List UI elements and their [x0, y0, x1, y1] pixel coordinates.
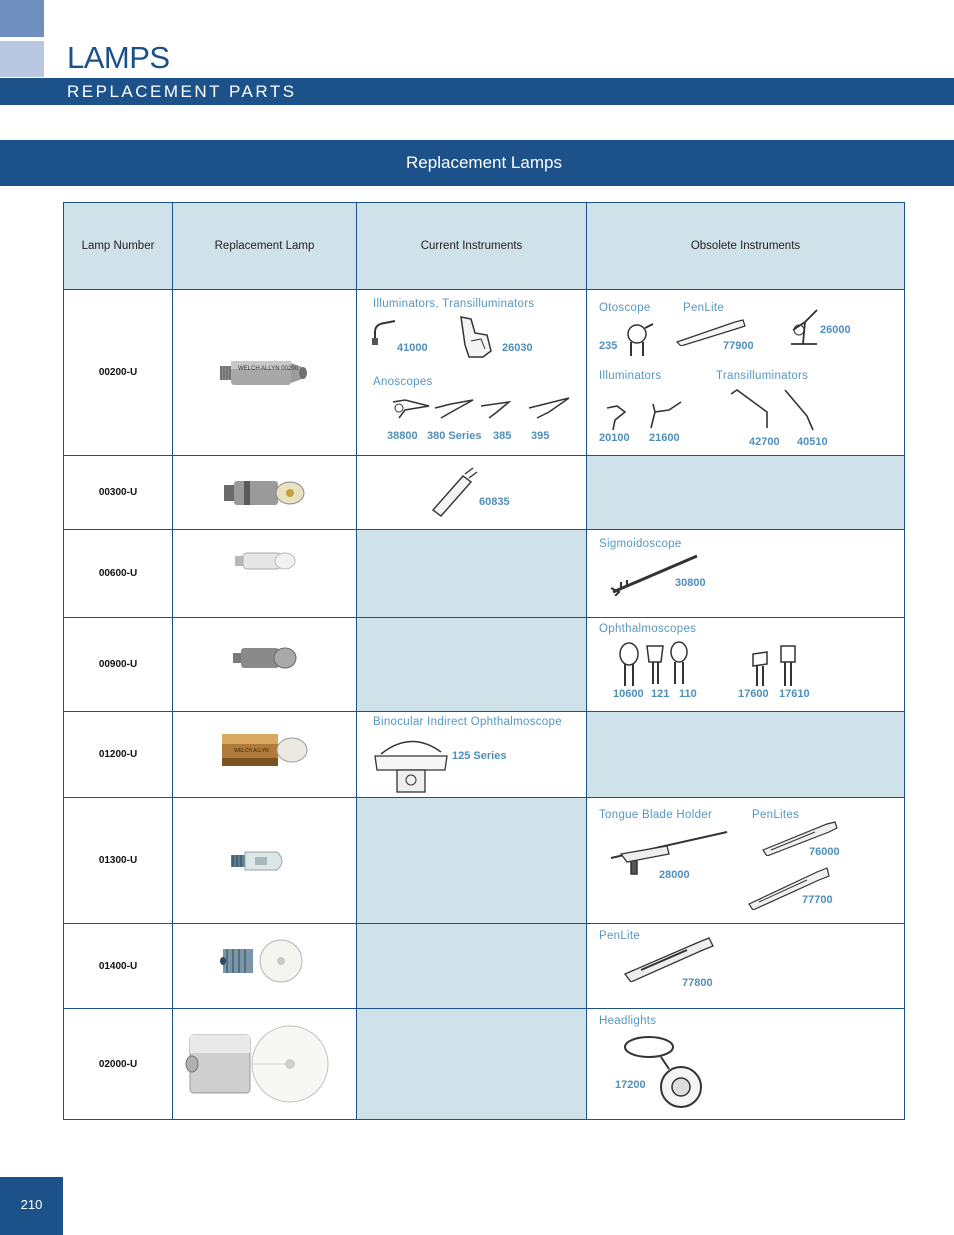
section-bar — [0, 140, 954, 186]
ophthalmoscope-head-icons — [747, 644, 803, 688]
part-number: 41000 — [397, 342, 428, 354]
lamp-02000-image — [180, 1023, 330, 1105]
col-header-lamp-number: Lamp Number — [64, 203, 173, 290]
transilluminator-icon — [457, 315, 497, 361]
part-number: 10600 — [613, 688, 644, 700]
obsolete-instruments-cell — [587, 798, 905, 924]
table-row — [64, 456, 905, 530]
lamp-image-cell — [173, 1009, 357, 1120]
page-number: 210 — [20, 1197, 43, 1212]
part-number: 385 — [493, 430, 512, 442]
table-row — [64, 530, 905, 618]
page-number-tab — [0, 1177, 63, 1235]
lamp-00300-image — [222, 478, 308, 508]
lamp-imprint-text: WELCH ALLYN — [233, 747, 269, 754]
lamp-number: 00300-U — [64, 456, 173, 530]
col-header-current-instruments: Current Instruments — [357, 203, 587, 290]
lamp-image-cell — [173, 924, 357, 1009]
lamp-imprint-text: WELCH ALLYN 00200 — [237, 365, 298, 372]
lamp-image-cell — [173, 798, 357, 924]
header-accent-square-bottom — [0, 41, 44, 77]
page-title: LAMPS — [67, 40, 170, 75]
obsolete-instruments-cell — [587, 456, 905, 530]
part-number: 26000 — [820, 324, 851, 336]
table-row — [64, 290, 905, 456]
category-label: Transilluminators — [716, 370, 809, 382]
part-number: 395 — [531, 430, 550, 442]
lamp-image-cell — [173, 290, 357, 456]
current-instruments-cell — [357, 924, 587, 1009]
current-instruments-cell — [357, 290, 587, 456]
lamp-image-cell — [173, 456, 357, 530]
part-number: 235 — [599, 340, 618, 352]
category-label: PenLite — [683, 302, 725, 314]
category-label: Illuminators, Transilluminators — [373, 298, 535, 310]
illuminator-icon — [371, 318, 399, 346]
sigmoidoscope-icon — [607, 552, 703, 596]
part-number: 77800 — [682, 977, 713, 989]
category-label: Ophthalmoscopes — [599, 623, 697, 635]
category-label: Sigmoidoscope — [599, 538, 682, 550]
part-number: 77700 — [802, 894, 833, 906]
obsolete-instruments-cell — [587, 618, 905, 712]
page-subtitle: REPLACEMENT PARTS — [67, 82, 297, 101]
part-number: 40510 — [797, 436, 828, 448]
part-number: 28000 — [659, 869, 690, 881]
lamp-number: 00200-U — [64, 290, 173, 456]
lamp-01200-image — [220, 732, 310, 768]
otoscope-icon — [621, 322, 655, 358]
part-number: 42700 — [749, 436, 780, 448]
lamp-number: 00900-U — [64, 618, 173, 712]
obsolete-instruments-cell — [587, 712, 905, 798]
table-row — [64, 712, 905, 798]
part-number: 125 Series — [452, 750, 507, 762]
transilluminator-wand-icons — [729, 388, 833, 432]
obsolete-instruments-cell — [587, 924, 905, 1009]
otoscope-stand-icon — [787, 308, 823, 352]
category-label: Otoscope — [599, 302, 651, 314]
current-instruments-cell — [357, 1009, 587, 1120]
current-instruments-cell — [357, 712, 587, 798]
part-number: 110 — [679, 688, 697, 700]
obsolete-instruments-cell — [587, 290, 905, 456]
col-header-obsolete-instruments: Obsolete Instruments — [587, 203, 905, 290]
part-number: 26030 — [502, 342, 533, 354]
penlite-icon — [621, 934, 717, 982]
lamp-image-cell — [173, 712, 357, 798]
category-label: Tongue Blade Holder — [599, 809, 713, 821]
category-label: Headlights — [599, 1015, 657, 1027]
part-number: 21600 — [649, 432, 680, 444]
part-number: 380 Series — [427, 430, 482, 442]
anoscope-icons — [389, 396, 585, 422]
header-accent-square-top — [0, 0, 44, 37]
table-row — [64, 618, 905, 712]
category-label: PenLites — [752, 809, 800, 821]
part-number: 38800 — [387, 430, 418, 442]
part-number: 17200 — [615, 1079, 646, 1091]
section-title: Replacement Lamps — [406, 153, 562, 172]
headlight-icon — [623, 1033, 703, 1113]
lamp-number: 02000-U — [64, 1009, 173, 1120]
part-number: 17600 — [738, 688, 769, 700]
ophthalmoscope-icons — [615, 640, 699, 688]
lamp-image-cell — [173, 530, 357, 618]
part-number: 60835 — [479, 496, 510, 508]
lamp-00900-image — [231, 645, 299, 671]
table-row — [64, 798, 905, 924]
current-instruments-cell — [357, 530, 587, 618]
illuminator-icons — [603, 400, 699, 432]
lamp-number: 01400-U — [64, 924, 173, 1009]
lamp-00200-image — [218, 358, 312, 388]
category-label: Binocular Indirect Ophthalmoscope — [373, 716, 562, 728]
part-number: 77900 — [723, 340, 754, 352]
category-label: PenLite — [599, 930, 641, 942]
binocular-indirect-ophthalmoscope-icon — [371, 734, 451, 794]
lamp-00600-image — [233, 550, 297, 572]
category-label: Illuminators — [599, 370, 662, 382]
part-number: 30800 — [675, 577, 706, 589]
lamp-01300-image — [229, 848, 291, 874]
lamp-number: 01300-U — [64, 798, 173, 924]
obsolete-instruments-cell — [587, 530, 905, 618]
handle-icon — [429, 466, 485, 518]
part-number: 121 — [651, 688, 670, 700]
lamp-01400-image — [219, 939, 311, 983]
subtitle-bar — [0, 78, 954, 105]
table-row — [64, 1009, 905, 1120]
lamps-table — [63, 202, 905, 1120]
lamp-number: 01200-U — [64, 712, 173, 798]
part-number: 17610 — [779, 688, 810, 700]
col-header-replacement-lamp: Replacement Lamp — [173, 203, 357, 290]
obsolete-instruments-cell — [587, 1009, 905, 1120]
category-label: Anoscopes — [373, 376, 433, 388]
current-instruments-cell — [357, 456, 587, 530]
lamp-image-cell — [173, 618, 357, 712]
current-instruments-cell — [357, 618, 587, 712]
part-number: 76000 — [809, 846, 840, 858]
part-number: 20100 — [599, 432, 630, 444]
table-header-row — [64, 203, 905, 290]
lamp-number: 00600-U — [64, 530, 173, 618]
table-row — [64, 924, 905, 1009]
current-instruments-cell — [357, 798, 587, 924]
